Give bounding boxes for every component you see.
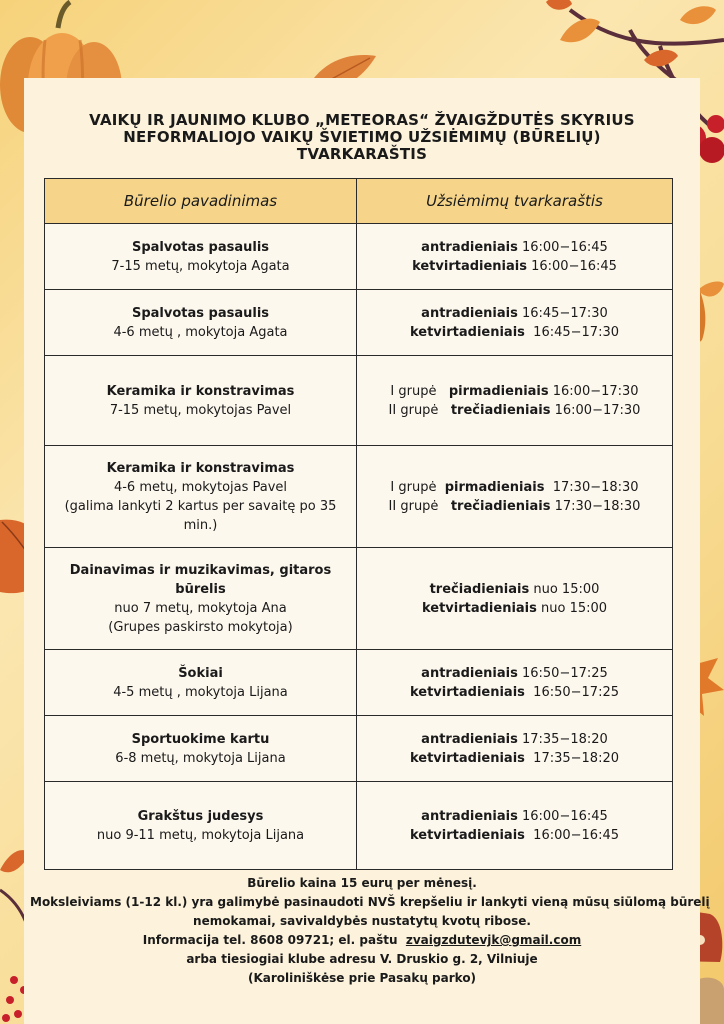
time-range: 16:00−17:30 — [550, 402, 641, 418]
nvs-note-continued: nemokamai, savivaldybės nustatytų kvotų ribose. — [193, 914, 531, 928]
title-line: NEFORMALIOJO VAIKŲ ŠVIETIMO UŽSIĖMIMŲ (BŪRELIŲ) — [123, 128, 601, 146]
weekday: trečiadieniais — [450, 402, 551, 418]
schedule-cell — [357, 650, 673, 716]
activity-details: nuo 9-11 metų, mokytoja Lijana — [96, 827, 305, 843]
schedule-line — [367, 382, 662, 401]
activity-details: (Grupes paskirsto mokytoja) — [108, 619, 293, 635]
activity-name: Spalvotas pasaulis — [131, 305, 270, 321]
activity-name: Sportuokime kartu — [131, 731, 270, 747]
group-label: II grupė — [388, 402, 451, 418]
schedule-cell — [357, 446, 673, 548]
weekday: ketvirtadieniais — [421, 600, 537, 616]
weekday: trečiadieniais — [429, 581, 530, 597]
activity-cell — [45, 716, 357, 782]
table-row — [45, 650, 673, 716]
activity-name: Grakštus judesys — [137, 808, 264, 824]
weekday: ketvirtadieniais — [412, 258, 527, 274]
activity-name: Keramika ir konstravimas — [106, 460, 295, 476]
time-range: 16:00−16:45 — [526, 258, 617, 274]
table-row — [45, 548, 673, 650]
schedule-line — [367, 497, 662, 516]
table-header-row — [45, 179, 673, 224]
activity-cell — [45, 548, 357, 650]
column-header-activity: Būrelio pavadinimas — [45, 179, 357, 224]
time-range: 17:35−18:20 — [524, 750, 619, 766]
schedule-line — [367, 304, 662, 323]
schedule-cell — [357, 716, 673, 782]
weekday: ketvirtadieniais — [409, 827, 525, 843]
schedule-line — [367, 749, 662, 768]
contact-phone-text: Informacija tel. 8608 09721; el. paštu — [142, 933, 406, 947]
time-range: 16:50−17:25 — [517, 665, 608, 681]
schedule-line — [367, 807, 662, 826]
schedule-line — [367, 478, 662, 497]
table-row — [45, 782, 673, 870]
activity-cell — [45, 356, 357, 446]
time-range: 17:35−18:20 — [517, 731, 608, 747]
schedule-line — [367, 730, 662, 749]
weekday: antradieniais — [421, 731, 518, 747]
activity-cell — [45, 224, 357, 290]
weekday: ketvirtadieniais — [409, 750, 525, 766]
price-text: Būrelio kaina 15 eurų per mėnesį. — [247, 876, 477, 890]
schedule-line — [367, 401, 662, 420]
schedule-line — [367, 323, 662, 342]
schedule-cell — [357, 548, 673, 650]
activity-cell — [45, 446, 357, 548]
page-title — [60, 112, 664, 163]
table-row — [45, 356, 673, 446]
group-label: I grupė — [390, 383, 449, 399]
weekday: antradieniais — [421, 305, 518, 321]
nvs-note: Moksleiviams (1-12 kl.) yra galimybė pasinaudoti NVŠ krepšeliu ir lankyti vieną mūsų siūlomą būrelį — [30, 895, 710, 909]
table-row — [45, 716, 673, 782]
schedule-line — [367, 238, 662, 257]
activity-details: 6-8 metų, mokytoja Lijana — [115, 750, 286, 766]
schedule-line — [367, 580, 662, 599]
time-range: nuo 15:00 — [529, 581, 600, 597]
schedule-line — [367, 683, 662, 702]
time-range: 17:30−18:30 — [544, 479, 639, 495]
activity-name: Dainavimas ir muzikavimas, gitaros būrelis — [69, 562, 332, 597]
schedule-line — [367, 257, 662, 276]
location-text: (Karoliniškėse prie Pasakų parko) — [247, 971, 477, 985]
activity-name: Spalvotas pasaulis — [131, 239, 270, 255]
time-range: 16:45−17:30 — [524, 324, 619, 340]
weekday: pirmadieniais — [444, 479, 545, 495]
schedule-table — [44, 178, 673, 870]
activity-details: 4-6 metų , mokytoja Agata — [113, 324, 288, 340]
footer-info — [30, 874, 710, 988]
activity-name: Keramika ir konstravimas — [106, 383, 295, 399]
activity-details: 4-5 metų , mokytoja Lijana — [113, 684, 288, 700]
weekday: trečiadieniais — [450, 498, 551, 514]
table-row — [45, 224, 673, 290]
time-range: 16:00−16:45 — [524, 827, 619, 843]
schedule-cell — [357, 290, 673, 356]
group-label: I grupė — [390, 479, 445, 495]
schedule-line — [367, 599, 662, 618]
schedule-cell — [357, 224, 673, 290]
activity-details: 4-6 metų, mokytojas Pavel — [113, 479, 288, 495]
activity-details: (galima lankyti 2 kartus per savaitę po 35 min.) — [64, 498, 337, 533]
weekday: ketvirtadieniais — [409, 684, 525, 700]
schedule-cell — [357, 782, 673, 870]
address-text: arba tiesiogiai klube adresu V. Druskio g. 2, Vilniuje — [186, 952, 538, 966]
table-row — [45, 446, 673, 548]
weekday: antradieniais — [421, 808, 518, 824]
contact-line — [30, 931, 694, 950]
email-link[interactable]: zvaigzdutevjk@gmail.com — [405, 933, 582, 947]
column-header-schedule: Užsiėmimų tvarkaraštis — [357, 179, 673, 224]
title-line: TVARKARAŠTIS — [296, 145, 428, 163]
group-label: II grupė — [388, 498, 451, 514]
activity-details: nuo 7 metų, mokytoja Ana — [114, 600, 287, 616]
schedule-line — [367, 664, 662, 683]
weekday: ketvirtadieniais — [409, 324, 525, 340]
title-line: VAIKŲ IR JAUNIMO KLUBO „METEORAS“ ŽVAIGŽDUTĖS SKYRIUS — [89, 111, 635, 129]
activity-cell — [45, 650, 357, 716]
time-range: 16:00−16:45 — [517, 808, 608, 824]
activity-cell — [45, 290, 357, 356]
weekday: pirmadieniais — [448, 383, 549, 399]
weekday: antradieniais — [421, 665, 518, 681]
time-range: 16:50−17:25 — [524, 684, 619, 700]
time-range: nuo 15:00 — [536, 600, 608, 616]
activity-details: 7-15 metų, mokytoja Agata — [111, 258, 290, 274]
activity-cell — [45, 782, 357, 870]
activity-name: Šokiai — [178, 665, 223, 681]
time-range: 16:00−17:30 — [548, 383, 639, 399]
weekday: antradieniais — [421, 239, 518, 255]
schedule-line — [367, 826, 662, 845]
schedule-cell — [357, 356, 673, 446]
table-row — [45, 290, 673, 356]
time-range: 17:30−18:30 — [550, 498, 641, 514]
time-range: 16:00−16:45 — [517, 239, 608, 255]
activity-details: 7-15 metų, mokytojas Pavel — [109, 402, 292, 418]
time-range: 16:45−17:30 — [517, 305, 608, 321]
